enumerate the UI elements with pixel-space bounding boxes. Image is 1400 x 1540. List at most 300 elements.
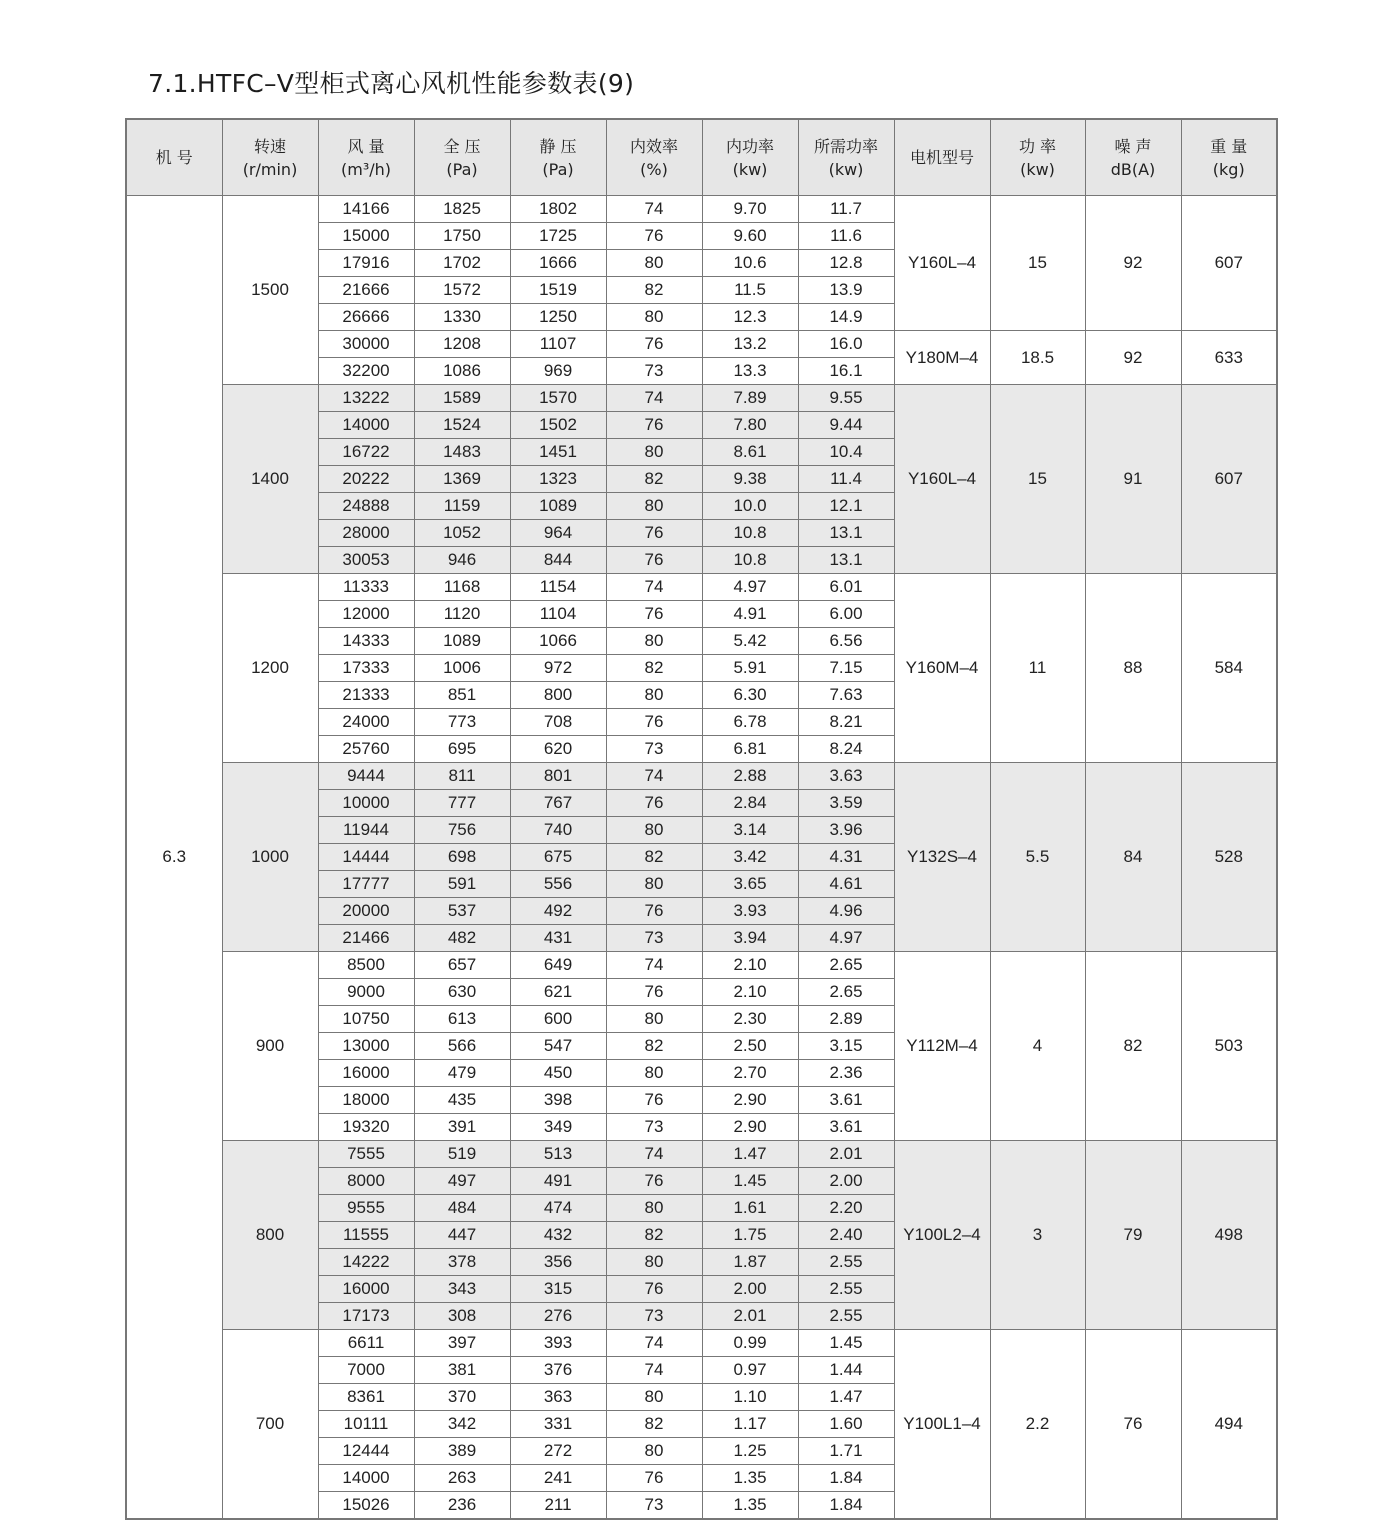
noise-cell: 79 xyxy=(1085,1141,1181,1330)
efficiency-cell: 76 xyxy=(606,898,702,925)
static-pressure-cell: 844 xyxy=(510,547,606,574)
required-power-cell: 13.1 xyxy=(798,520,894,547)
airflow-cell: 17333 xyxy=(318,655,414,682)
static-pressure-cell: 801 xyxy=(510,763,606,790)
efficiency-cell: 74 xyxy=(606,196,702,223)
internal-power-cell: 3.65 xyxy=(702,871,798,898)
page-title: 7.1.HTFC–V型柜式离心风机性能参数表(9) xyxy=(148,69,635,98)
total-pressure-cell: 1702 xyxy=(414,250,510,277)
airflow-cell: 18000 xyxy=(318,1087,414,1114)
table-row xyxy=(126,763,1277,790)
internal-power-cell: 6.81 xyxy=(702,736,798,763)
total-pressure-cell: 497 xyxy=(414,1168,510,1195)
required-power-cell: 10.4 xyxy=(798,439,894,466)
efficiency-cell: 76 xyxy=(606,979,702,1006)
col-header-line1: 所需功率 xyxy=(813,136,878,156)
efficiency-cell: 80 xyxy=(606,1195,702,1222)
col-header-required-power xyxy=(798,119,894,196)
efficiency-cell: 76 xyxy=(606,223,702,250)
static-pressure-cell: 315 xyxy=(510,1276,606,1303)
internal-power-cell: 9.70 xyxy=(702,196,798,223)
motor-model-cell: Y100L2–4 xyxy=(894,1141,990,1330)
internal-power-cell: 2.50 xyxy=(702,1033,798,1060)
machine-no-cell: 6.3 xyxy=(126,196,222,1520)
static-pressure-cell: 800 xyxy=(510,682,606,709)
weight-cell: 633 xyxy=(1181,331,1277,385)
internal-power-cell: 1.10 xyxy=(702,1384,798,1411)
required-power-cell: 2.20 xyxy=(798,1195,894,1222)
total-pressure-cell: 236 xyxy=(414,1492,510,1520)
total-pressure-cell: 482 xyxy=(414,925,510,952)
static-pressure-cell: 547 xyxy=(510,1033,606,1060)
efficiency-cell: 76 xyxy=(606,547,702,574)
col-header-static-pressure xyxy=(510,119,606,196)
internal-power-cell: 2.88 xyxy=(702,763,798,790)
total-pressure-cell: 381 xyxy=(414,1357,510,1384)
col-header-line1: 静 压 xyxy=(539,136,577,156)
static-pressure-cell: 1725 xyxy=(510,223,606,250)
static-pressure-cell: 331 xyxy=(510,1411,606,1438)
motor-power-cell: 11 xyxy=(990,574,1085,763)
motor-power-cell: 15 xyxy=(990,385,1085,574)
airflow-cell: 14000 xyxy=(318,1465,414,1492)
required-power-cell: 11.6 xyxy=(798,223,894,250)
airflow-cell: 11944 xyxy=(318,817,414,844)
table-row xyxy=(126,1330,1277,1357)
efficiency-cell: 73 xyxy=(606,736,702,763)
internal-power-cell: 1.47 xyxy=(702,1141,798,1168)
internal-power-cell: 4.97 xyxy=(702,574,798,601)
efficiency-cell: 76 xyxy=(606,790,702,817)
static-pressure-cell: 600 xyxy=(510,1006,606,1033)
col-header-line1: 功 率 xyxy=(1018,136,1057,156)
table-row xyxy=(126,574,1277,601)
table-row xyxy=(126,385,1277,412)
internal-power-cell: 7.89 xyxy=(702,385,798,412)
efficiency-cell: 73 xyxy=(606,925,702,952)
internal-power-cell: 10.6 xyxy=(702,250,798,277)
required-power-cell: 2.36 xyxy=(798,1060,894,1087)
efficiency-cell: 74 xyxy=(606,1330,702,1357)
required-power-cell: 1.45 xyxy=(798,1330,894,1357)
efficiency-cell: 76 xyxy=(606,1087,702,1114)
static-pressure-cell: 1323 xyxy=(510,466,606,493)
efficiency-cell: 80 xyxy=(606,1249,702,1276)
total-pressure-cell: 1825 xyxy=(414,196,510,223)
static-pressure-cell: 1089 xyxy=(510,493,606,520)
motor-power-cell: 5.5 xyxy=(990,763,1085,952)
total-pressure-cell: 391 xyxy=(414,1114,510,1141)
internal-power-cell: 3.93 xyxy=(702,898,798,925)
airflow-cell: 16000 xyxy=(318,1060,414,1087)
required-power-cell: 13.1 xyxy=(798,547,894,574)
internal-power-cell: 3.94 xyxy=(702,925,798,952)
efficiency-cell: 73 xyxy=(606,358,702,385)
header-row xyxy=(126,119,1277,196)
airflow-cell: 32200 xyxy=(318,358,414,385)
internal-power-cell: 0.97 xyxy=(702,1357,798,1384)
total-pressure-cell: 657 xyxy=(414,952,510,979)
total-pressure-cell: 537 xyxy=(414,898,510,925)
total-pressure-cell: 370 xyxy=(414,1384,510,1411)
static-pressure-cell: 964 xyxy=(510,520,606,547)
airflow-cell: 8361 xyxy=(318,1384,414,1411)
internal-power-cell: 1.25 xyxy=(702,1438,798,1465)
airflow-cell: 17777 xyxy=(318,871,414,898)
total-pressure-cell: 519 xyxy=(414,1141,510,1168)
noise-cell: 82 xyxy=(1085,952,1181,1141)
airflow-cell: 9444 xyxy=(318,763,414,790)
airflow-cell: 25760 xyxy=(318,736,414,763)
col-header-line1: 全 压 xyxy=(443,136,481,156)
required-power-cell: 6.56 xyxy=(798,628,894,655)
col-header-line2: (kw) xyxy=(828,159,864,179)
total-pressure-cell: 1589 xyxy=(414,385,510,412)
col-header-line2: (m³/h) xyxy=(340,159,391,179)
internal-power-cell: 2.70 xyxy=(702,1060,798,1087)
required-power-cell: 1.47 xyxy=(798,1384,894,1411)
required-power-cell: 4.61 xyxy=(798,871,894,898)
airflow-cell: 9000 xyxy=(318,979,414,1006)
static-pressure-cell: 969 xyxy=(510,358,606,385)
col-header-line1: 内功率 xyxy=(725,136,774,156)
total-pressure-cell: 591 xyxy=(414,871,510,898)
efficiency-cell: 82 xyxy=(606,466,702,493)
static-pressure-cell: 1104 xyxy=(510,601,606,628)
required-power-cell: 3.61 xyxy=(798,1114,894,1141)
motor-power-cell: 15 xyxy=(990,196,1085,331)
speed-cell: 900 xyxy=(222,952,318,1141)
required-power-cell: 1.60 xyxy=(798,1411,894,1438)
total-pressure-cell: 447 xyxy=(414,1222,510,1249)
speed-cell: 1500 xyxy=(222,196,318,385)
efficiency-cell: 80 xyxy=(606,439,702,466)
airflow-cell: 7000 xyxy=(318,1357,414,1384)
total-pressure-cell: 1086 xyxy=(414,358,510,385)
motor-model-cell: Y180M–4 xyxy=(894,331,990,385)
internal-power-cell: 4.91 xyxy=(702,601,798,628)
efficiency-cell: 80 xyxy=(606,682,702,709)
efficiency-cell: 82 xyxy=(606,844,702,871)
required-power-cell: 16.0 xyxy=(798,331,894,358)
efficiency-cell: 74 xyxy=(606,385,702,412)
static-pressure-cell: 972 xyxy=(510,655,606,682)
required-power-cell: 3.63 xyxy=(798,763,894,790)
motor-model-cell: Y160L–4 xyxy=(894,196,990,331)
internal-power-cell: 10.8 xyxy=(702,520,798,547)
required-power-cell: 3.15 xyxy=(798,1033,894,1060)
col-header-line1: 转速 xyxy=(253,136,286,156)
internal-power-cell: 7.80 xyxy=(702,412,798,439)
col-header-line1: 噪 声 xyxy=(1114,136,1152,156)
required-power-cell: 1.84 xyxy=(798,1492,894,1520)
col-header-internal-power xyxy=(702,119,798,196)
efficiency-cell: 76 xyxy=(606,412,702,439)
required-power-cell: 7.63 xyxy=(798,682,894,709)
internal-power-cell: 13.3 xyxy=(702,358,798,385)
motor-power-cell: 4 xyxy=(990,952,1085,1141)
total-pressure-cell: 479 xyxy=(414,1060,510,1087)
static-pressure-cell: 1107 xyxy=(510,331,606,358)
airflow-cell: 14222 xyxy=(318,1249,414,1276)
internal-power-cell: 13.2 xyxy=(702,331,798,358)
col-header-total-pressure xyxy=(414,119,510,196)
col-header-line2: (%) xyxy=(640,159,668,179)
internal-power-cell: 3.42 xyxy=(702,844,798,871)
efficiency-cell: 82 xyxy=(606,1033,702,1060)
airflow-cell: 20000 xyxy=(318,898,414,925)
airflow-cell: 20222 xyxy=(318,466,414,493)
required-power-cell: 2.89 xyxy=(798,1006,894,1033)
col-header-line1: 内效率 xyxy=(629,136,678,156)
total-pressure-cell: 1208 xyxy=(414,331,510,358)
airflow-cell: 9555 xyxy=(318,1195,414,1222)
total-pressure-cell: 378 xyxy=(414,1249,510,1276)
table-row xyxy=(126,196,1277,223)
static-pressure-cell: 492 xyxy=(510,898,606,925)
static-pressure-cell: 675 xyxy=(510,844,606,871)
total-pressure-cell: 389 xyxy=(414,1438,510,1465)
required-power-cell: 2.00 xyxy=(798,1168,894,1195)
required-power-cell: 3.59 xyxy=(798,790,894,817)
required-power-cell: 4.31 xyxy=(798,844,894,871)
static-pressure-cell: 376 xyxy=(510,1357,606,1384)
noise-cell: 92 xyxy=(1085,196,1181,331)
efficiency-cell: 74 xyxy=(606,574,702,601)
total-pressure-cell: 695 xyxy=(414,736,510,763)
static-pressure-cell: 1802 xyxy=(510,196,606,223)
static-pressure-cell: 1066 xyxy=(510,628,606,655)
required-power-cell: 1.44 xyxy=(798,1357,894,1384)
required-power-cell: 14.9 xyxy=(798,304,894,331)
airflow-cell: 10000 xyxy=(318,790,414,817)
airflow-cell: 16722 xyxy=(318,439,414,466)
airflow-cell: 8000 xyxy=(318,1168,414,1195)
static-pressure-cell: 556 xyxy=(510,871,606,898)
total-pressure-cell: 1120 xyxy=(414,601,510,628)
total-pressure-cell: 1052 xyxy=(414,520,510,547)
static-pressure-cell: 491 xyxy=(510,1168,606,1195)
airflow-cell: 7555 xyxy=(318,1141,414,1168)
efficiency-cell: 76 xyxy=(606,520,702,547)
static-pressure-cell: 1519 xyxy=(510,277,606,304)
performance-table xyxy=(125,118,1278,1520)
col-header-speed xyxy=(222,119,318,196)
internal-power-cell: 1.87 xyxy=(702,1249,798,1276)
airflow-cell: 12444 xyxy=(318,1438,414,1465)
efficiency-cell: 80 xyxy=(606,493,702,520)
static-pressure-cell: 649 xyxy=(510,952,606,979)
speed-cell: 800 xyxy=(222,1141,318,1330)
table-body xyxy=(126,196,1277,1520)
total-pressure-cell: 397 xyxy=(414,1330,510,1357)
motor-power-cell: 2.2 xyxy=(990,1330,1085,1520)
static-pressure-cell: 272 xyxy=(510,1438,606,1465)
required-power-cell: 2.65 xyxy=(798,979,894,1006)
internal-power-cell: 0.99 xyxy=(702,1330,798,1357)
internal-power-cell: 2.30 xyxy=(702,1006,798,1033)
weight-cell: 584 xyxy=(1181,574,1277,763)
required-power-cell: 9.55 xyxy=(798,385,894,412)
airflow-cell: 11333 xyxy=(318,574,414,601)
weight-cell: 528 xyxy=(1181,763,1277,952)
airflow-cell: 21466 xyxy=(318,925,414,952)
efficiency-cell: 74 xyxy=(606,763,702,790)
col-header-line2: (Pa) xyxy=(542,159,574,179)
col-header-line1: 电机型号 xyxy=(909,148,974,167)
static-pressure-cell: 740 xyxy=(510,817,606,844)
speed-cell: 1000 xyxy=(222,763,318,952)
total-pressure-cell: 566 xyxy=(414,1033,510,1060)
noise-cell: 84 xyxy=(1085,763,1181,952)
total-pressure-cell: 1330 xyxy=(414,304,510,331)
required-power-cell: 12.8 xyxy=(798,250,894,277)
required-power-cell: 2.40 xyxy=(798,1222,894,1249)
static-pressure-cell: 393 xyxy=(510,1330,606,1357)
required-power-cell: 16.1 xyxy=(798,358,894,385)
col-header-motor-model xyxy=(894,119,990,196)
table-row xyxy=(126,952,1277,979)
total-pressure-cell: 308 xyxy=(414,1303,510,1330)
airflow-cell: 30000 xyxy=(318,331,414,358)
col-header-airflow xyxy=(318,119,414,196)
required-power-cell: 11.7 xyxy=(798,196,894,223)
static-pressure-cell: 1154 xyxy=(510,574,606,601)
total-pressure-cell: 1006 xyxy=(414,655,510,682)
internal-power-cell: 9.60 xyxy=(702,223,798,250)
total-pressure-cell: 946 xyxy=(414,547,510,574)
static-pressure-cell: 450 xyxy=(510,1060,606,1087)
total-pressure-cell: 1159 xyxy=(414,493,510,520)
motor-power-cell: 3 xyxy=(990,1141,1085,1330)
speed-cell: 700 xyxy=(222,1330,318,1520)
total-pressure-cell: 756 xyxy=(414,817,510,844)
efficiency-cell: 82 xyxy=(606,1411,702,1438)
table-row xyxy=(126,1141,1277,1168)
internal-power-cell: 2.01 xyxy=(702,1303,798,1330)
static-pressure-cell: 431 xyxy=(510,925,606,952)
motor-model-cell: Y160L–4 xyxy=(894,385,990,574)
airflow-cell: 10111 xyxy=(318,1411,414,1438)
internal-power-cell: 2.84 xyxy=(702,790,798,817)
col-header-line2: dB(A) xyxy=(1110,159,1156,179)
total-pressure-cell: 1524 xyxy=(414,412,510,439)
internal-power-cell: 11.5 xyxy=(702,277,798,304)
col-header-line2: (kg) xyxy=(1212,159,1245,179)
col-header-line1: 重 量 xyxy=(1210,136,1248,156)
internal-power-cell: 1.45 xyxy=(702,1168,798,1195)
required-power-cell: 2.55 xyxy=(798,1303,894,1330)
speed-cell: 1400 xyxy=(222,385,318,574)
static-pressure-cell: 398 xyxy=(510,1087,606,1114)
speed-cell: 1200 xyxy=(222,574,318,763)
total-pressure-cell: 811 xyxy=(414,763,510,790)
total-pressure-cell: 1483 xyxy=(414,439,510,466)
airflow-cell: 8500 xyxy=(318,952,414,979)
internal-power-cell: 2.10 xyxy=(702,979,798,1006)
static-pressure-cell: 513 xyxy=(510,1141,606,1168)
motor-model-cell: Y112M–4 xyxy=(894,952,990,1141)
noise-cell: 91 xyxy=(1085,385,1181,574)
airflow-cell: 16000 xyxy=(318,1276,414,1303)
efficiency-cell: 80 xyxy=(606,1060,702,1087)
efficiency-cell: 73 xyxy=(606,1303,702,1330)
internal-power-cell: 1.61 xyxy=(702,1195,798,1222)
col-header-line1: 风 量 xyxy=(347,136,385,156)
airflow-cell: 30053 xyxy=(318,547,414,574)
required-power-cell: 2.55 xyxy=(798,1276,894,1303)
internal-power-cell: 8.61 xyxy=(702,439,798,466)
motor-power-cell: 18.5 xyxy=(990,331,1085,385)
internal-power-cell: 6.78 xyxy=(702,709,798,736)
motor-model-cell: Y160M–4 xyxy=(894,574,990,763)
efficiency-cell: 80 xyxy=(606,304,702,331)
required-power-cell: 2.65 xyxy=(798,952,894,979)
col-header-weight xyxy=(1181,119,1277,196)
efficiency-cell: 80 xyxy=(606,1438,702,1465)
airflow-cell: 11555 xyxy=(318,1222,414,1249)
airflow-cell: 21333 xyxy=(318,682,414,709)
airflow-cell: 19320 xyxy=(318,1114,414,1141)
total-pressure-cell: 698 xyxy=(414,844,510,871)
motor-model-cell: Y100L1–4 xyxy=(894,1330,990,1520)
efficiency-cell: 82 xyxy=(606,655,702,682)
static-pressure-cell: 432 xyxy=(510,1222,606,1249)
airflow-cell: 17173 xyxy=(318,1303,414,1330)
efficiency-cell: 74 xyxy=(606,952,702,979)
static-pressure-cell: 621 xyxy=(510,979,606,1006)
static-pressure-cell: 241 xyxy=(510,1465,606,1492)
static-pressure-cell: 708 xyxy=(510,709,606,736)
total-pressure-cell: 1750 xyxy=(414,223,510,250)
efficiency-cell: 80 xyxy=(606,817,702,844)
total-pressure-cell: 484 xyxy=(414,1195,510,1222)
internal-power-cell: 1.35 xyxy=(702,1465,798,1492)
airflow-cell: 21666 xyxy=(318,277,414,304)
internal-power-cell: 5.42 xyxy=(702,628,798,655)
airflow-cell: 6611 xyxy=(318,1330,414,1357)
static-pressure-cell: 1666 xyxy=(510,250,606,277)
total-pressure-cell: 342 xyxy=(414,1411,510,1438)
airflow-cell: 15000 xyxy=(318,223,414,250)
airflow-cell: 15026 xyxy=(318,1492,414,1520)
required-power-cell: 7.15 xyxy=(798,655,894,682)
efficiency-cell: 76 xyxy=(606,709,702,736)
internal-power-cell: 9.38 xyxy=(702,466,798,493)
static-pressure-cell: 767 xyxy=(510,790,606,817)
weight-cell: 498 xyxy=(1181,1141,1277,1330)
required-power-cell: 11.4 xyxy=(798,466,894,493)
internal-power-cell: 2.90 xyxy=(702,1114,798,1141)
static-pressure-cell: 356 xyxy=(510,1249,606,1276)
required-power-cell: 3.61 xyxy=(798,1087,894,1114)
internal-power-cell: 2.10 xyxy=(702,952,798,979)
efficiency-cell: 80 xyxy=(606,628,702,655)
static-pressure-cell: 1570 xyxy=(510,385,606,412)
required-power-cell: 12.1 xyxy=(798,493,894,520)
efficiency-cell: 80 xyxy=(606,871,702,898)
required-power-cell: 9.44 xyxy=(798,412,894,439)
airflow-cell: 24888 xyxy=(318,493,414,520)
col-header-line2: (Pa) xyxy=(446,159,478,179)
internal-power-cell: 1.17 xyxy=(702,1411,798,1438)
weight-cell: 503 xyxy=(1181,952,1277,1141)
required-power-cell: 4.96 xyxy=(798,898,894,925)
total-pressure-cell: 435 xyxy=(414,1087,510,1114)
weight-cell: 607 xyxy=(1181,196,1277,331)
total-pressure-cell: 1572 xyxy=(414,277,510,304)
internal-power-cell: 2.90 xyxy=(702,1087,798,1114)
